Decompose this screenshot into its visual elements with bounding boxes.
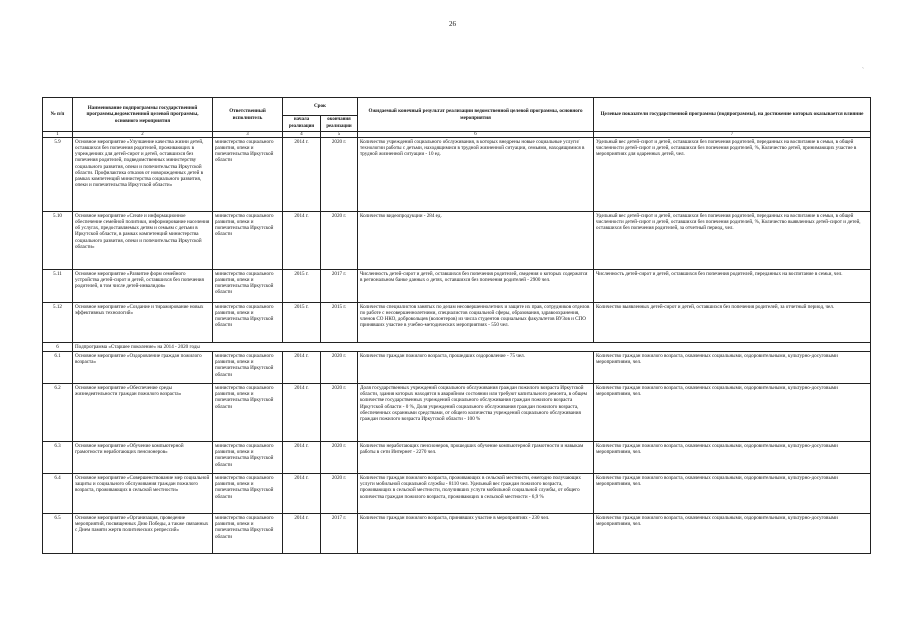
table-row: [43, 384, 871, 442]
table-row: [43, 138, 871, 212]
row-end: 2020 г.: [321, 352, 358, 384]
row-end: 2020 г.: [321, 138, 358, 212]
row-name: Основное мероприятие «Организация, проведение мероприятий, посвященных Дню Победы, а также связанных с Днем памяти жертв политических репрессий»: [73, 514, 213, 554]
row-num: 5.11: [43, 270, 73, 303]
header-executor: Ответственный исполнитель: [213, 98, 283, 132]
row-num: 5.10: [43, 212, 73, 270]
row-name: Основное мероприятие «Совершенствование мер социальной защиты и социального обслуживания граждан пожилого возраста, проживающих в сельской местности»: [73, 474, 213, 514]
row-end: 2020 г.: [321, 212, 358, 270]
row-num: 6.5: [43, 514, 73, 554]
row-executor: министерство социального развития, опеки и попечительства Иркутской области: [213, 384, 283, 442]
header-end: окончания реализации: [321, 116, 358, 132]
row-name: Основное мероприятие «Развитие форм семейного устройства детей-сирот и детей, оставшихся без попечения родителей, в том числе детей-инвалидов»: [73, 270, 213, 303]
row-num: 5.12: [43, 303, 73, 343]
row-target: Количество выявленных детей-сирот и детей, оставшихся без попечения родителей, за отчетный период, чел.: [594, 303, 871, 343]
row-result: Количество неработающих пенсионеров, прошедших обучение компьютерной грамотности и навыкам работы в сети Интернет - 2270 чел.: [358, 442, 594, 474]
row-result: Количество видеопродукции - 284 ед.: [358, 212, 594, 270]
table-row: [43, 474, 871, 514]
row-start: 2015 г.: [283, 270, 321, 303]
column-number: 7: [594, 132, 871, 138]
row-num: 6.3: [43, 442, 73, 474]
row-target: Количество граждан пожилого возраста, охваченных социальными, оздоровительными, культурно-досуговыми мероприятиями, чел.: [594, 352, 871, 384]
row-executor: министерство социального развития, опеки и попечительства Иркутской области: [213, 138, 283, 212]
row-name: Основное мероприятие «Оздоровление граждан пожилого возраста»: [73, 352, 213, 384]
row-end: 2020 г.: [321, 474, 358, 514]
row-name: Основное мероприятие «Create и информационное обеспечение семейной политики, информирование населения об услугах, предоставляемых детям и семьям с детьми в Иркутской области, в рамках компетенций министерства социального развития, опеки и попечительства Иркутской области»: [73, 212, 213, 270]
row-target: Численность детей-сирот и детей, оставшихся без попечения родителей, переданных на воспитание в семьи, чел.: [594, 270, 871, 303]
header-result: Ожидаемый конечный результат реализации ведомственной целевой программы, основного мероприятия: [358, 98, 594, 132]
row-end: 2017 г.: [321, 270, 358, 303]
row-name: Основное мероприятие «Обеспечение среды жизнедеятельности граждан пожилого возраста»: [73, 384, 213, 442]
subprogram-num: 6: [43, 343, 73, 352]
row-target: Количество граждан пожилого возраста, охваченных социальными, оздоровительными, культурно-досуговыми мероприятиями, чел.: [594, 442, 871, 474]
row-executor: министерство социального развития, опеки и попечительства Иркутской области: [213, 442, 283, 474]
subprogram-title: Подпрограмма «Старшее поколение» на 2014 - 2020 годы: [73, 343, 871, 352]
header-start: начала реализации: [283, 116, 321, 132]
header-term: Срок: [283, 98, 358, 116]
row-target: Количество граждан пожилого возраста, охваченных социальными, оздоровительными, культурно-досуговыми мероприятиями, чел.: [594, 514, 871, 554]
row-num: 6.2: [43, 384, 73, 442]
page-number: 26: [449, 20, 456, 28]
row-start: 2014 г.: [283, 384, 321, 442]
row-num: 6.4: [43, 474, 73, 514]
row-target: Удельный вес детей-сирот и детей, оставшихся без попечения родителей, переданных на воспитание в семьи, в общей численности детей-сирот и детей, оставшихся без попечения родителей, %, Количество детей, принимающих участие в мероприятиях для одаренных детей, чел.: [594, 138, 871, 212]
row-result: Численность детей-сирот и детей, оставшихся без попечения родителей, сведения о которых содержатся в региональном банке данных о детях, оставшихся без попечения родителей - 2900 чел.: [358, 270, 594, 303]
row-result: Количество граждан пожилого возраста, прошедших оздоровление - 75 чел.: [358, 352, 594, 384]
table-row: [43, 514, 871, 554]
row-executor: министерство социального развития, опеки и попечительства Иркутской области: [213, 352, 283, 384]
row-start: 2014 г.: [283, 442, 321, 474]
row-executor: министерство социального развития, опеки и попечительства Иркутской области: [213, 303, 283, 343]
table-row: [43, 270, 871, 303]
row-target: Удельный вес детей-сирот и детей, оставшихся без попечения родителей, переданных на воспитание в семьи, в общей численности детей-сирот и детей, оставшихся без попечения родителей, %, Количество выявленных детей-сирот и детей, оставшихся без попечения родителей, за отчетный период, чел.: [594, 212, 871, 270]
row-end: 2020 г.: [321, 442, 358, 474]
row-name: Основное мероприятие «Улучшение качества жизни детей, оставшихся без попечения родителей, проживающих в учреждениях для детей-сирот и детей, оставшихся без попечения родителей, подведомственных министерству социального развития, опеки и попечительства Иркутской области. Профилактика отказов от новорожденных детей в рамках компетенций министерства социального развития, опеки и попечительства Иркутской области»: [73, 138, 213, 212]
row-name: Основное мероприятие «Создание и тиражирование новых эффективных технологий»: [73, 303, 213, 343]
row-executor: министерство социального развития, опеки и попечительства Иркутской области: [213, 474, 283, 514]
row-start: 2014 г.: [283, 352, 321, 384]
row-target: Количество граждан пожилого возраста, охваченных социальными, оздоровительными, культурно-досуговыми мероприятиями, чел.: [594, 474, 871, 514]
row-result: Количество специалистов занятых по делам несовершеннолетних и защите их прав, сотрудников отделов по работе с несовершеннолетними, специалистов социальной сферы, образования, здравоохранения, членов СО НКО, добровольцев (волонтеров) из числа студентов социальных факультетов ВУЗов и СПО принявших участие в учебно-методических мероприятиях - 550 чел.: [358, 303, 594, 343]
corner-mark: `: [862, 68, 864, 74]
table-row: [43, 303, 871, 343]
row-end: 2015 г.: [321, 303, 358, 343]
header-name: Наименование подпрограммы государственной программы,ведомственной целевой программы, основного мероприятия: [73, 98, 213, 132]
row-result: Количество учреждений социального обслуживания, в которых внедрены новые социальные услуги/технологии работы с детьми, находящимися в трудной жизненной ситуации, семьями, находящимися в трудной жизненной ситуации - 10 ед.: [358, 138, 594, 212]
row-executor: министерство социального развития, опеки и попечительства Иркутской области: [213, 270, 283, 303]
header-num: № п/п: [43, 98, 73, 132]
row-start: 2014 г.: [283, 514, 321, 554]
row-num: 5.9: [43, 138, 73, 212]
row-start: 2015 г.: [283, 303, 321, 343]
column-number: 3: [213, 132, 283, 138]
row-name: Основное мероприятие «Обучение компьютерной грамотности неработающих пенсионеров»: [73, 442, 213, 474]
table-row: [43, 212, 871, 270]
column-number: 5: [321, 132, 358, 138]
row-result: Количество граждан пожилого возраста, проживающих в сельской местности, ежегодно получающих услуги мобильной социальной службы - 8110 чел. Удельный вес граждан пожилого возраста, проживающих в сельской местности, получивших услуги мобильной социальной службы, от общего количества граждан пожилого возраста, проживающих в сельской местности - 6,9 %: [358, 474, 594, 514]
column-number: 6: [358, 132, 594, 138]
row-end: 2020 г.: [321, 384, 358, 442]
row-executor: министерство социального развития, опеки и попечительства Иркутской области: [213, 514, 283, 554]
table-row: [43, 352, 871, 384]
column-number: 1: [43, 132, 73, 138]
row-result: Доля государственных учреждений социального обслуживания граждан пожилого возраста Иркутской области, здания которых находятся в аварийном состоянии или требуют капитального ремонта, в общем количестве государственных учреждений социального обслуживания граждан пожилого возраста Иркутской области - 0 %, Доля учреждений социального обслуживания граждан пожилого возраста, обеспеченных охранными средствами, от общего количества учреждений социального обслуживания граждан пожилого возраста Иркутской области - 100 %: [358, 384, 594, 442]
row-start: 2014 г.: [283, 138, 321, 212]
table-row: [43, 442, 871, 474]
row-start: 2014 г.: [283, 212, 321, 270]
column-number: 4: [283, 132, 321, 138]
measures-table: [42, 97, 871, 554]
row-num: 6.1: [43, 352, 73, 384]
row-result: Количество граждан пожилого возраста, принявших участие в мероприятиях - 230 чел.: [358, 514, 594, 554]
subprogram-row: [43, 343, 871, 352]
row-executor: министерство социального развития, опеки и попечительства Иркутской области: [213, 212, 283, 270]
row-target: Количество граждан пожилого возраста, охваченных социальными, оздоровительными, культурно-досуговыми мероприятиями, чел.: [594, 384, 871, 442]
row-end: 2017 г.: [321, 514, 358, 554]
column-number: 2: [73, 132, 213, 138]
header-target: Целевые показатели государственной программы (подпрограммы), на достижение которых оказывается влияние: [594, 98, 871, 132]
row-start: 2014 г.: [283, 474, 321, 514]
